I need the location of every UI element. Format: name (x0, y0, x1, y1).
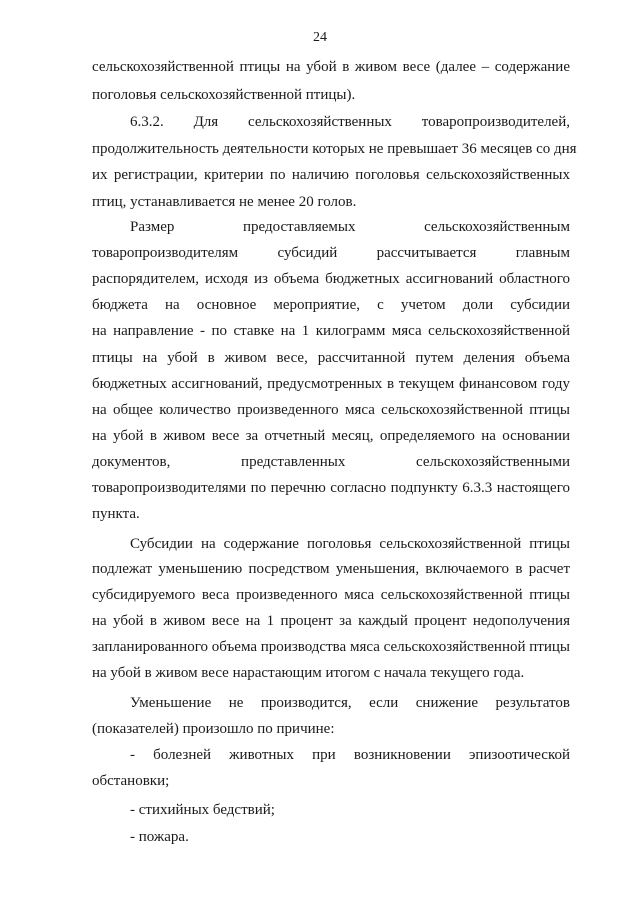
text-line: бюджета на основное мероприятие, с учетом доли субсидии (92, 297, 570, 313)
text-line: птицы на убой в живом весе, рассчитанной путем деления объема (92, 350, 570, 366)
text-line: товаропроизводителями по перечню согласно подпункту 6.3.3 настоящего (92, 480, 570, 496)
text-line: субсидируемого веса произведенного мяса сельскохозяйственной птицы (92, 587, 570, 603)
text-line: их регистрации, критерии по наличию поголовья сельскохозяйственных (92, 167, 570, 183)
text-line: Уменьшение не производится, если снижение результатов (130, 695, 570, 711)
text-line: на убой в живом весе на 1 процент за каждый процент недополучения (92, 613, 570, 629)
text-line: на убой в живом весе за отчетный месяц, определяемого на основании (92, 428, 570, 444)
text-line: поголовья сельскохозяйственной птицы). (92, 87, 356, 103)
text-line: обстановки; (92, 773, 170, 789)
text-line: подлежат уменьшению посредством уменьшения, включаемого в расчет (92, 561, 570, 577)
text-line: - пожара. (130, 829, 189, 845)
text-line: 6.3.2. Для сельскохозяйственных товаропроизводителей, (130, 114, 570, 130)
text-line: Субсидии на содержание поголовья сельскохозяйственной птицы (130, 536, 570, 552)
text-line: - стихийных бедствий; (130, 802, 275, 818)
text-line: продолжительность деятельности которых не превышает 36 месяцев со дня (92, 141, 577, 157)
text-line: запланированного объема производства мяса сельскохозяйственной птицы (92, 639, 570, 655)
text-line: пункта. (92, 506, 140, 522)
text-line: документов, представленных сельскохозяйственными (92, 454, 570, 470)
text-line: распорядителем, исходя из объема бюджетных ассигнований областного (92, 271, 570, 287)
text-line: сельскохозяйственной птицы на убой в живом весе (далее – содержание (92, 59, 570, 75)
text-line: птиц, устанавливается не менее 20 голов. (92, 194, 357, 210)
text-line: на общее количество произведенного мяса сельскохозяйственной птицы (92, 402, 570, 418)
text-line: бюджетных ассигнований, предусмотренных в текущем финансовом году (92, 376, 570, 392)
text-line: на направление - по ставке на 1 килограмм мяса сельскохозяйственной (92, 323, 570, 339)
text-line: (показателей) произошло по причине: (92, 721, 335, 737)
text-line: Размер предоставляемых сельскохозяйственным (130, 219, 570, 235)
text-line: - болезней животных при возникновении эпизоотической (130, 747, 570, 763)
page-number: 24 (313, 30, 327, 45)
text-line: товаропроизводителям субсидий рассчитывается главным (92, 245, 570, 261)
text-line: на убой в живом весе нарастающим итогом с начала текущего года. (92, 665, 525, 681)
